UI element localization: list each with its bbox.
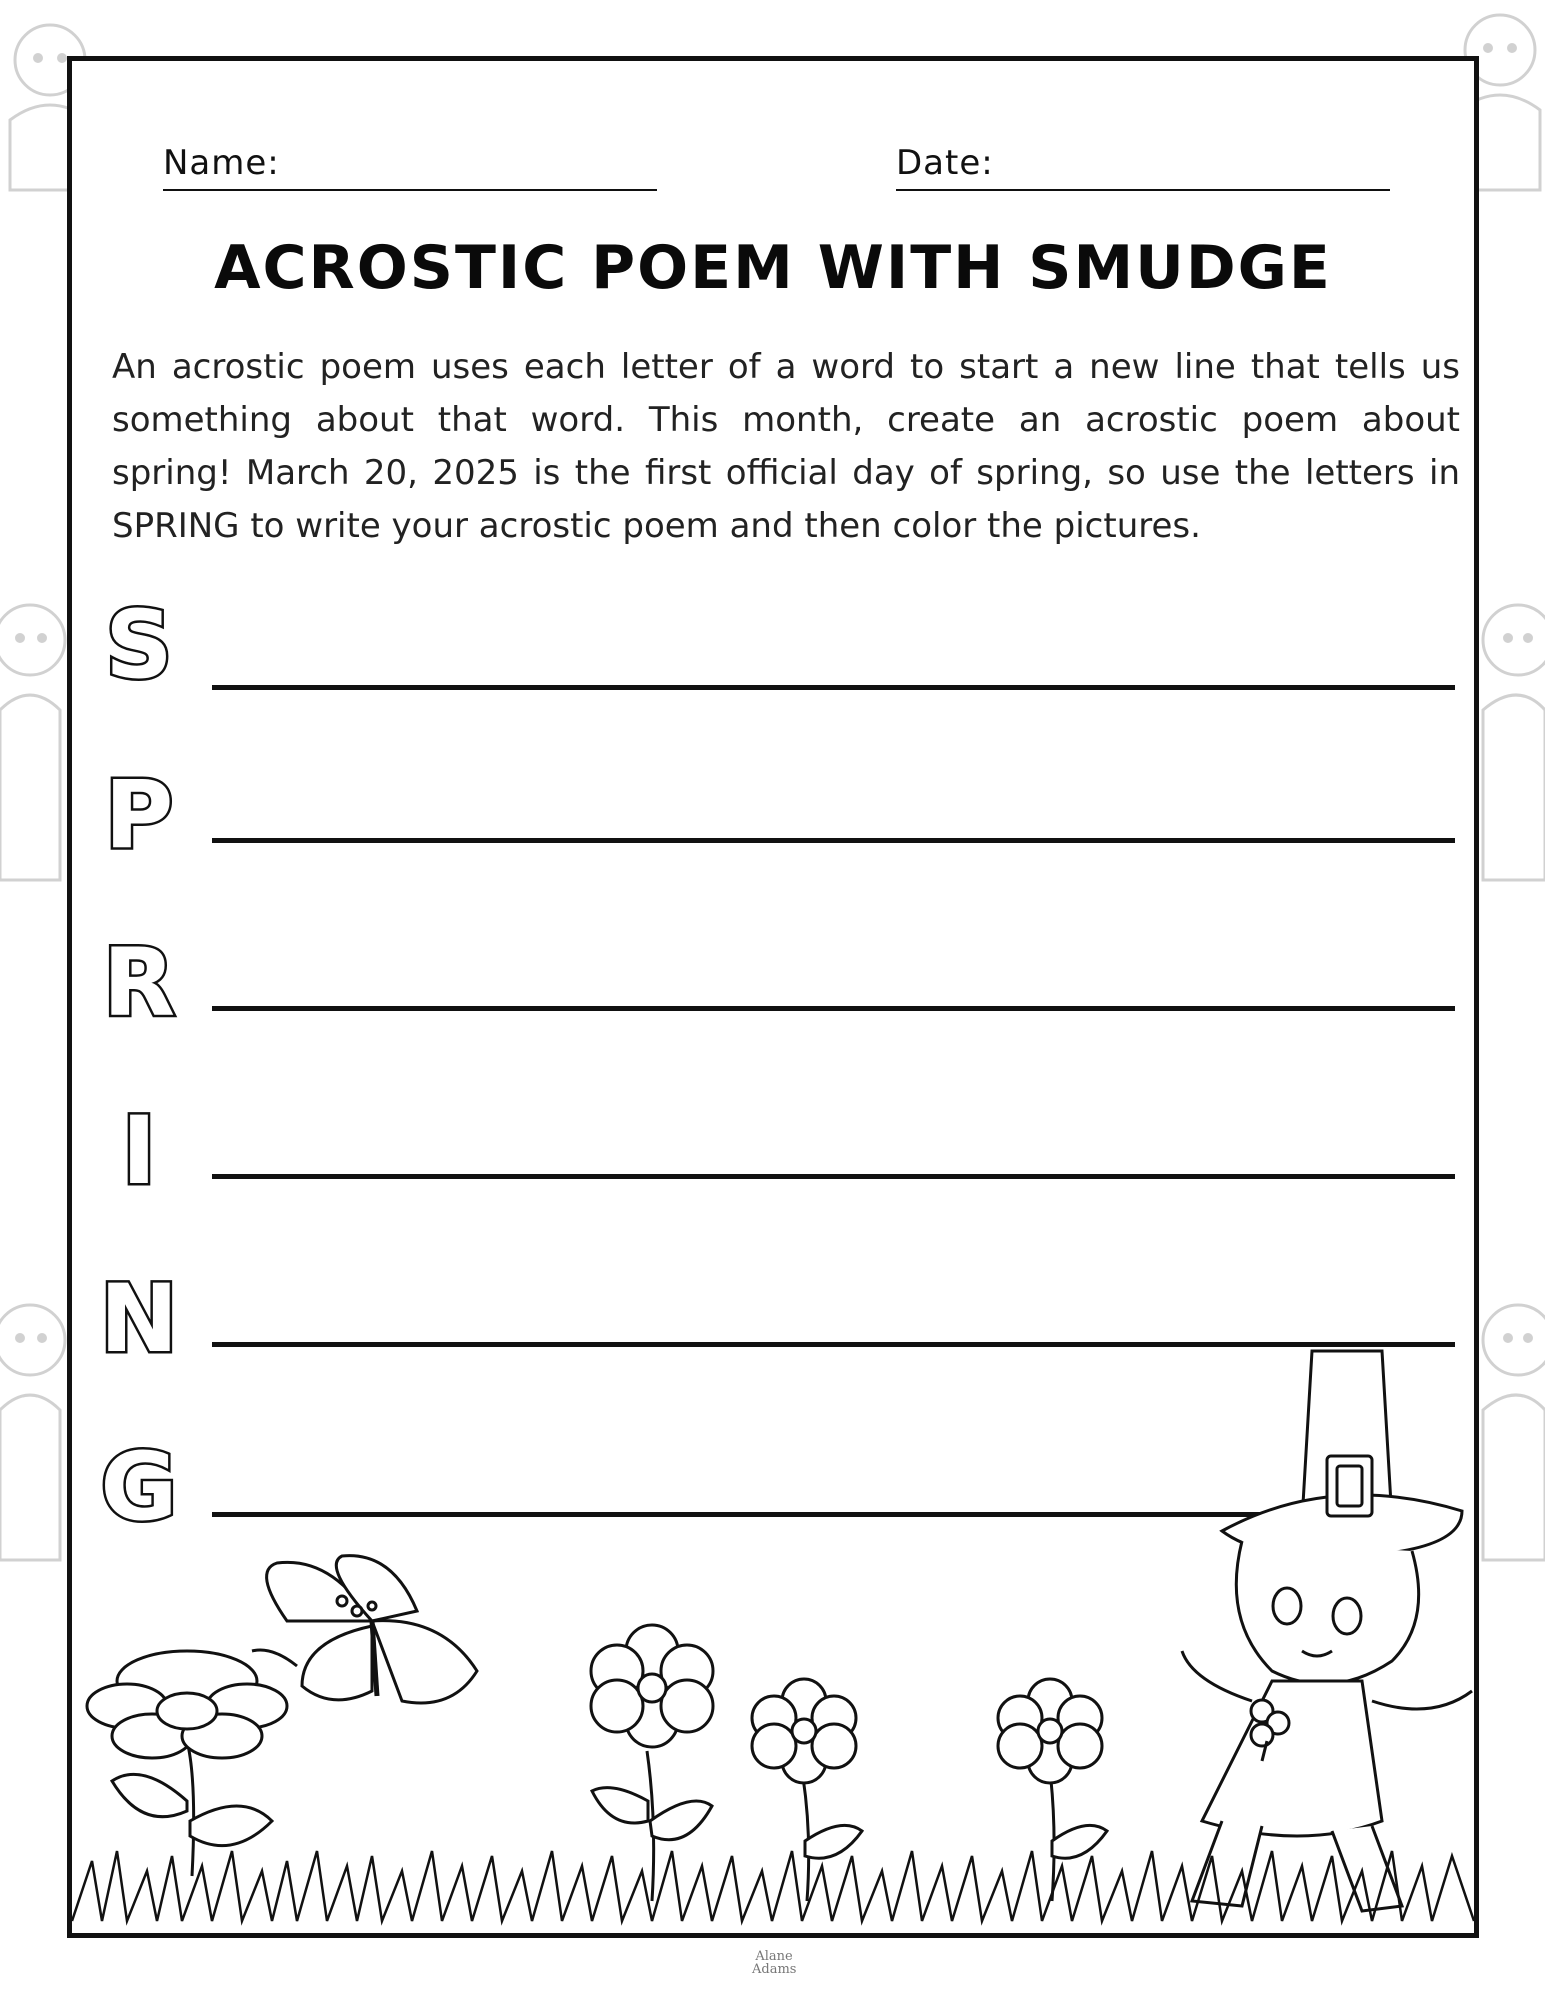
acrostic-letter: N — [99, 1265, 179, 1374]
background-character-icon — [1478, 1280, 1545, 1580]
leprechaun-character-icon — [1182, 1351, 1472, 1911]
acrostic-letter: S — [105, 591, 173, 700]
date-label: Date: — [896, 143, 994, 183]
acrostic-letter: P — [104, 761, 174, 870]
publisher-logo: Alane Adams — [752, 1949, 797, 1977]
name-label: Name: — [163, 143, 280, 183]
acrostic-letter: G — [100, 1433, 178, 1542]
page-title: ACROSTIC POEM WITH SMUDGE — [214, 233, 1332, 303]
background-character-icon — [0, 1280, 70, 1580]
background-character-icon — [1478, 580, 1545, 900]
worksheet-frame — [67, 56, 1479, 1938]
acrostic-letter: I — [121, 1097, 157, 1206]
background-character-icon — [0, 580, 70, 900]
flower-icon — [591, 1625, 713, 1901]
butterfly-icon — [252, 1556, 477, 1703]
flower-icon — [998, 1679, 1107, 1901]
flower-icon — [87, 1651, 287, 1876]
flower-icon — [752, 1679, 862, 1901]
instructions-paragraph: An acrostic poem uses each letter of a word to start a new line that tells us something about that word. This month, create an acrostic poem about spring! March 20, 2025 is the first official day of spring, so use the letters in SPRING to write your acrostic poem and then color the pictures. — [112, 347, 1460, 546]
coloring-scene — [72, 61, 1474, 1933]
grass-icon — [72, 1851, 1474, 1921]
acrostic-letter: R — [102, 929, 176, 1038]
